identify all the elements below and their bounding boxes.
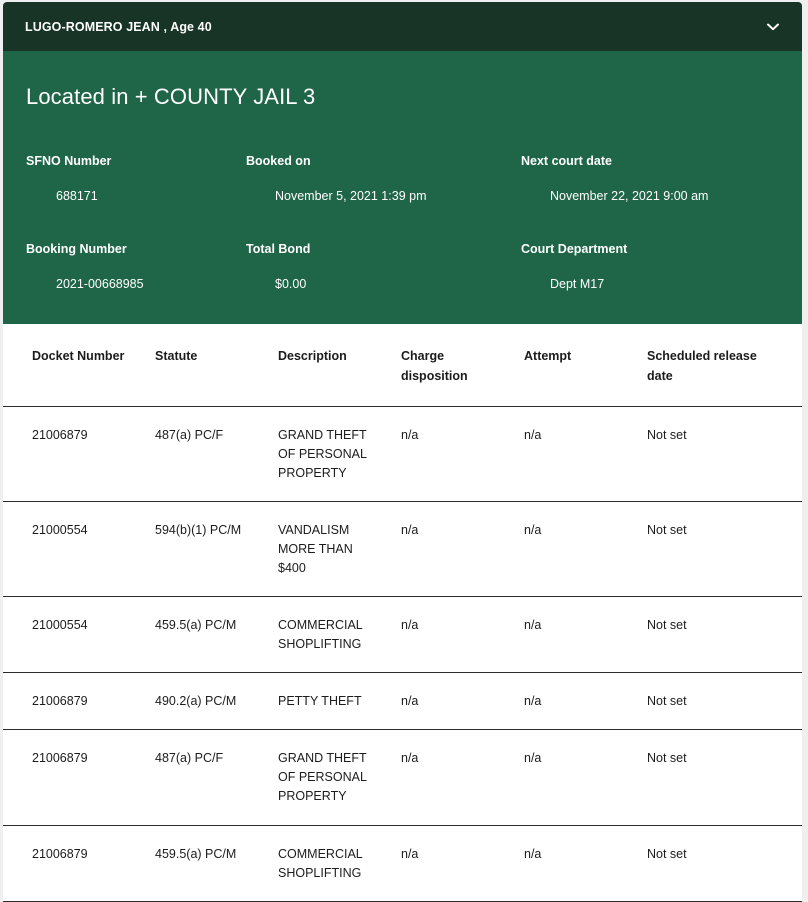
charge-disposition: n/a (372, 729, 495, 825)
col-scheduled-release-date: Scheduled release date (618, 324, 802, 406)
booked-on-value: November 5, 2021 1:39 pm (275, 189, 427, 203)
docket-number: 21006879 (3, 825, 126, 901)
col-docket-number: Docket Number (3, 324, 126, 406)
docket-number: 21000554 (3, 501, 126, 596)
docket-number: 21006879 (3, 672, 126, 729)
statute: 487(a) PC/F (126, 406, 249, 501)
description: COMMERCIAL SHOPLIFTING (249, 596, 372, 672)
total-bond-label: Total Bond (246, 242, 311, 256)
scheduled-release-date: Not set (618, 501, 802, 596)
inmate-card (3, 2, 802, 902)
scheduled-release-date: Not set (618, 825, 802, 901)
col-description: Description (249, 324, 372, 406)
next-court-date-label: Next court date (521, 154, 612, 168)
charges-header-row (3, 324, 802, 406)
total-bond-value: $0.00 (275, 277, 307, 291)
scheduled-release-date: Not set (618, 729, 802, 825)
statute: 490.2(a) PC/M (126, 672, 249, 729)
col-charge-disposition: Charge disposition (372, 324, 495, 406)
statute: 594(b)(1) PC/M (126, 501, 249, 596)
inmate-header[interactable] (3, 2, 802, 51)
court-department-label: Court Department (521, 242, 628, 256)
location-heading: Located in + COUNTY JAIL 3 (26, 84, 316, 109)
description: COMMERCIAL SHOPLIFTING (249, 825, 372, 901)
table-row (3, 825, 802, 901)
booked-on-label: Booked on (246, 154, 311, 168)
statute: 459.5(a) PC/M (126, 596, 249, 672)
charge-disposition: n/a (372, 596, 495, 672)
attempt: n/a (495, 729, 618, 825)
table-row (3, 672, 802, 729)
statute: 459.5(a) PC/M (126, 825, 249, 901)
attempt: n/a (495, 596, 618, 672)
chevron-down-icon[interactable] (766, 20, 780, 34)
table-row (3, 406, 802, 501)
description: GRAND THEFT OF PERSONAL PROPERTY (249, 729, 372, 825)
table-row (3, 501, 802, 596)
scheduled-release-date: Not set (618, 672, 802, 729)
sfno-label: SFNO Number (26, 154, 112, 168)
charge-disposition: n/a (372, 825, 495, 901)
statute: 487(a) PC/F (126, 729, 249, 825)
col-statute: Statute (126, 324, 249, 406)
scheduled-release-date: Not set (618, 406, 802, 501)
description: GRAND THEFT OF PERSONAL PROPERTY (249, 406, 372, 501)
booking-number-label: Booking Number (26, 242, 127, 256)
sfno-value: 688171 (56, 189, 98, 203)
charge-disposition: n/a (372, 406, 495, 501)
booking-summary (3, 51, 802, 324)
col-attempt: Attempt (495, 324, 618, 406)
attempt: n/a (495, 406, 618, 501)
description: PETTY THEFT (249, 672, 372, 729)
description: VANDALISM MORE THAN $400 (249, 501, 372, 596)
docket-number: 21000554 (3, 596, 126, 672)
inmate-name-age: LUGO-ROMERO JEAN , Age 40 (25, 19, 212, 34)
charges-table (3, 324, 802, 902)
docket-number: 21006879 (3, 406, 126, 501)
scheduled-release-date: Not set (618, 596, 802, 672)
charge-disposition: n/a (372, 672, 495, 729)
charge-disposition: n/a (372, 501, 495, 596)
table-row (3, 596, 802, 672)
booking-number-value: 2021-00668985 (56, 277, 144, 291)
docket-number: 21006879 (3, 729, 126, 825)
next-court-date-value: November 22, 2021 9:00 am (550, 189, 709, 203)
court-department-value: Dept M17 (550, 277, 605, 291)
table-row (3, 729, 802, 825)
attempt: n/a (495, 825, 618, 901)
attempt: n/a (495, 501, 618, 596)
attempt: n/a (495, 672, 618, 729)
